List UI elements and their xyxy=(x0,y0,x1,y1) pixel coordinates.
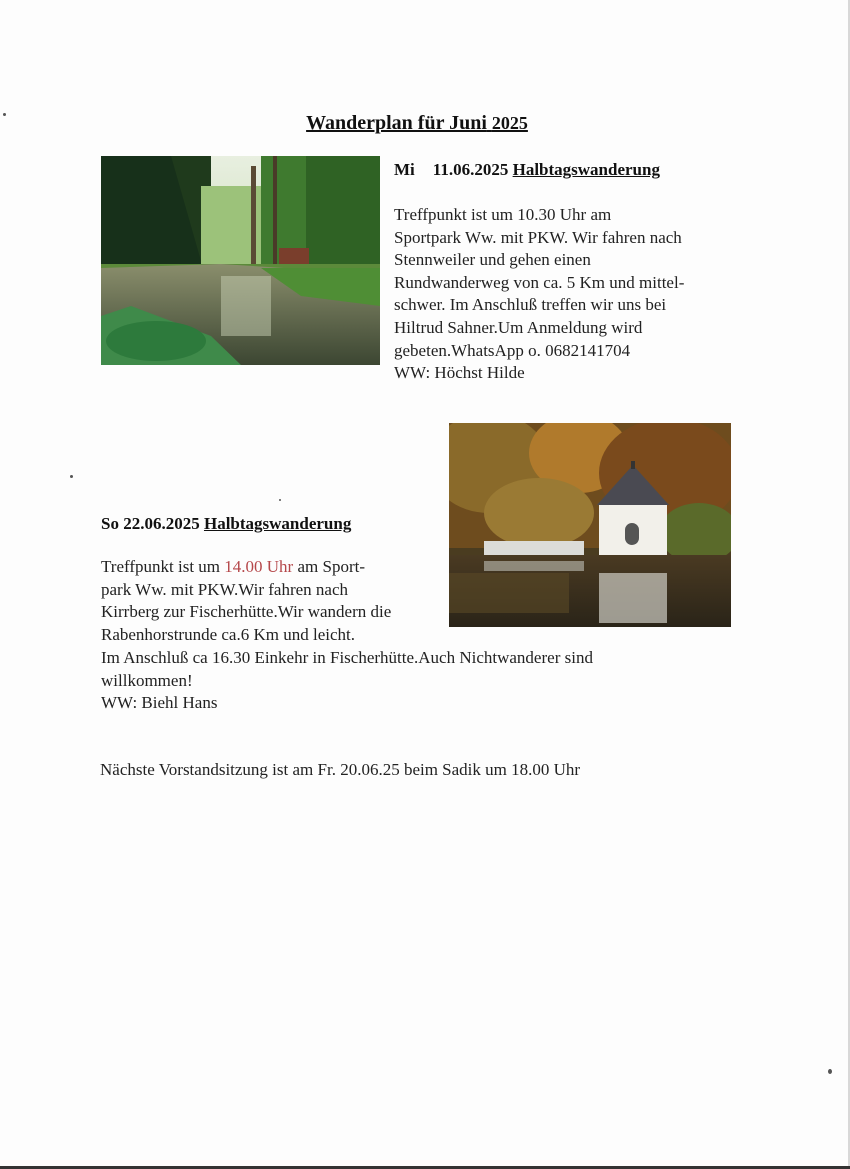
event1-line: schwer. Im Anschluß treffen wir uns bei xyxy=(394,295,667,315)
event1-line: Hiltrud Sahner.Um Anmeldung wird xyxy=(394,317,643,337)
event2-line: Rabenhorstrunde ca.6 Km und leicht. xyxy=(101,624,355,644)
event2-line1-prefix: Treffpunkt ist um xyxy=(101,557,225,576)
event1-day: Mi xyxy=(394,160,415,179)
event1-description xyxy=(394,204,684,385)
event2-heading xyxy=(101,514,351,534)
event1-heading xyxy=(394,160,660,180)
event2-type: Halbtagswanderung xyxy=(203,514,352,533)
event1-line: gebeten.WhatsApp o. 0682141704 xyxy=(394,340,631,360)
event2-line: park Ww. mit PKW.Wir fahren nach xyxy=(101,579,349,599)
event1-line: Stennweiler und gehen einen xyxy=(394,250,591,270)
scan-speck xyxy=(828,1069,832,1074)
board-meeting-note: Nächste Vorstandsitzung ist am Fr. 20.06.25 beim Sadik um 18.00 Uhr xyxy=(100,760,581,779)
scan-speck xyxy=(279,499,281,501)
event2-meeting-time: 14.00 Uhr xyxy=(224,557,294,576)
event1-line: Treffpunkt ist um 10.30 Uhr am xyxy=(394,205,612,224)
lake-pavilion-photo xyxy=(449,423,731,627)
event2-line: Kirrberg zur Fischerhütte.Wir wandern die xyxy=(101,602,392,622)
event1-type: Halbtagswanderung xyxy=(512,160,660,179)
page-title xyxy=(0,112,834,135)
event1-line: Sportpark Ww. mit PKW. Wir fahren nach xyxy=(394,227,682,247)
title-text: Wanderplan für Juni xyxy=(306,112,487,134)
title-year: 2025 xyxy=(491,113,528,133)
scan-speck xyxy=(70,475,73,478)
event1-line: WW: Höchst Hilde xyxy=(394,363,525,383)
event1-line: Rundwanderweg von ca. 5 Km und mittel- xyxy=(394,272,685,292)
event2-date: 22.06.2025 xyxy=(123,514,200,533)
event2-line1-suffix: am Sport- xyxy=(293,557,366,576)
event2-day: So xyxy=(101,514,119,533)
event2-line: Im Anschluß ca 16.30 Einkehr in Fischerhütte.Auch Nichtwanderer sind xyxy=(101,648,593,667)
event2-line: willkommen! xyxy=(101,670,193,690)
forest-pond-photo xyxy=(101,156,380,365)
event2-line: WW: Biehl Hans xyxy=(101,693,218,713)
event1-date: 11.06.2025 xyxy=(432,160,509,179)
event2-description-cont xyxy=(101,647,593,715)
event2-line-first xyxy=(101,556,391,579)
event2-description xyxy=(101,556,391,646)
